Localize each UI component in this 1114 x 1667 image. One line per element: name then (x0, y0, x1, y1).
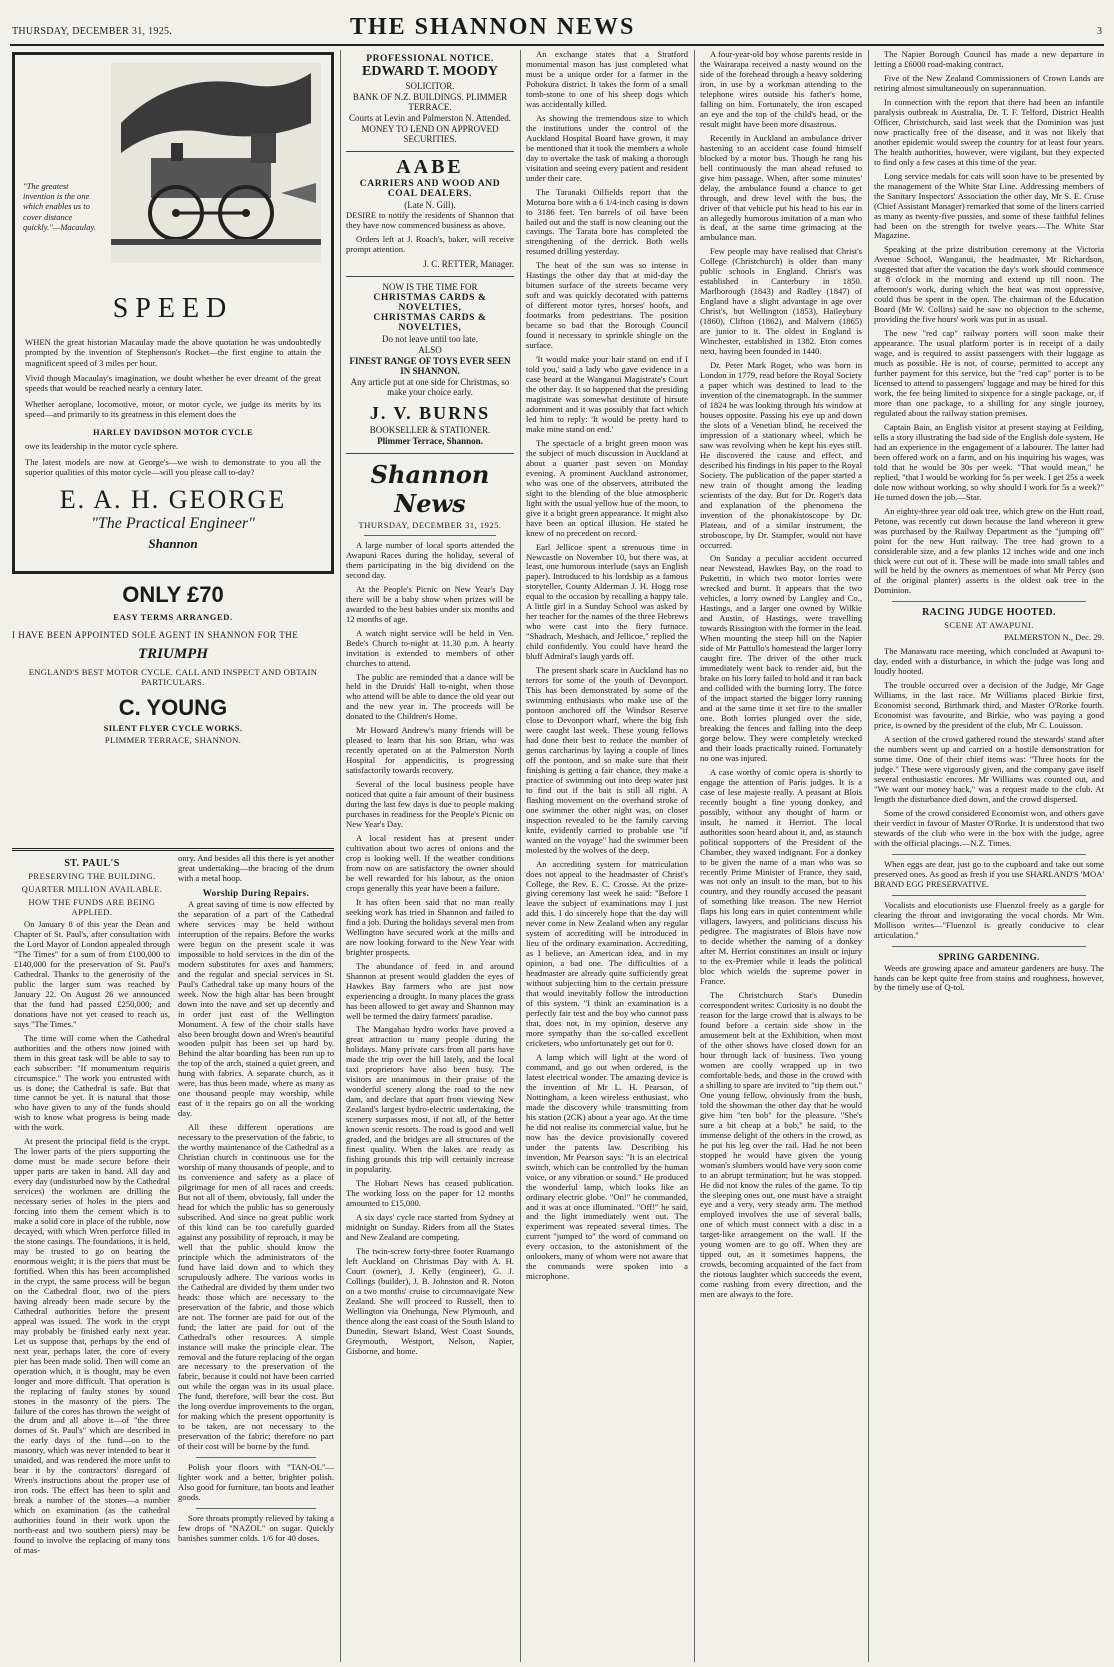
news-item: Captain Bain, an English visitor at present staying at Feilding, tells a story illustrating the bad side of the English dole system. He had an experience in the engagement of a labourer. The latter had been offered work on a farm, and on his inquiring his wages, was told that he would be 30s per week. "That would mean," he replied, "that I would be working for 5s per week. I get 25s a week dole now without working, so why should I work for 5s a week?" He turned down the job.—Star. (874, 421, 1104, 502)
article-paragraph: All these different operations are necessary to the preservation of the fabric, to the worthy maintenance of the Cathedral as a Christian church in continuous use for the worship of many thousands of people, and to its convenience and safety as a place of pilgrimage for men of all races and creeds. But not all of them, obviously, fall under the head for which the public has so generously subscribed. And since no great public work of this kind can be too carefully guarded against any possibility of reproach, it may be well that the public should know the principle which the administrators of the fund have laid down and to which they scrupulously adhere. The various works in the Cathedral are divided by them under two heads: those which are necessary to the preservation of the fabric, and those which are not. The former are paid for out of the fund; the latter are paid for out of the Cathedral's other resources. A simple instance will make the principle clear. The removal and the future replacing of the organ are necessary to the preservation of the fabric, because it could not have been carried out while the organ was in its usual place. The fund, therefore, will bear the cost. But the long overdue improvements to the organ, for making which the present opportunity is to be taken, are not necessary to the preservation of the fabric; therefore no part of their cost will be borne by the fund. (178, 1122, 334, 1452)
article-paragraph: A section of the crowd gathered round the stewards' stand after the numbers went up and carried on a hostile demonstration for some time. One of their chief items was: "Three hoots for the judge." These were vigorously given, and the company gave itself several enthusiastic encores. Mr Williams was counted out, and "We want our money back," was a request made to the club. At length the disturbance died down, and the crowd dispersed. (874, 734, 1104, 804)
dealer-works: SILENT FLYER CYCLE WORKS. (103, 723, 243, 733)
harley-davidson-advert (12, 52, 334, 574)
burns-trade: BOOKSELLER & STATIONER. (369, 424, 491, 435)
triumph-advert (12, 582, 334, 745)
page-number: 3 (1097, 26, 1102, 37)
solicitor-title: SOLICITOR. (405, 81, 455, 91)
news-item: The spectacle of a bright green moon was the subject of much discussion in Auckland at about a quarter past seven on Monday evening. A prominent Auckland astronomer, who was one of the observers, attributed the sight to the blending of the blue atmospheric light with the usual yellow hue of the moon, to give it a bright green appearance. It might also have been an optical illusion. He stated he knew of no precedent on record. (526, 437, 688, 538)
burns-xmas: CHRISTMAS CARDS & NOVELTIES, (373, 292, 487, 313)
news-item: On Sunday a peculiar accident occurred near Newstead, Hawkes Bay, on the road to Pukettiti, in which two motor lorries were wrecked and burnt. It appears that the two vehicles, a lorry owned by Langley and Co., Hastings, and a larger one owned by Wilkie and Austin, of Hastings, were travelling towards Rissington with the former in the lead. When mounting the steep hill on the Napier side of Mr Pattullo's homestead the larger lorry caught fire. The driver of the other truck immediately went back to render aid, but the brake on his lorry failed to hold and it ran back and collided with the burning lorry. The force of the impact started the bigger lorry running and at the same time it set fire to the smaller one. Both lorries plunged over the side, breaking the fences and falling into the deep gorge below. They were completely wrecked and their loads practically ruined. Fortunately no one was injured. (700, 553, 862, 763)
divider (892, 946, 1086, 947)
advertiser-name: E. A. H. GEORGE (59, 485, 287, 515)
small-advert: When eggs are dear, just go to the cupboard and take out some preserved ones. As good as fresh if you use SHARLAND'S 'MOA' BRAND EGG PRESERVATIVE. (874, 858, 1104, 889)
burns-advert (346, 277, 514, 454)
locomotive-illustration (111, 63, 321, 263)
editorial-nameplate: Shannon News (370, 459, 490, 518)
news-item: Several of the local business people have noticed that quite a fair amount of their business during the last few days is due to people making purchases in readiness for the People's Picnic on New Year's Day. (346, 779, 514, 830)
speed-paragraph: Whether aeroplane, locomotive, motor, or motor cycle, we judge its merits by its speed—and primarily to its greatness in this element does the (25, 398, 321, 419)
aabe-advert (346, 152, 514, 277)
news-item: A four-year-old boy whose parents reside in the Wairarapa received a nasty wound on the side of the forehead through a heavy soldering iron, in use by a workman attending to the telephone wires outside his father's home, falling on him. Fortunately, the iron escaped an eye and the top of the child's head, or the result might have been more disastrous. (700, 50, 862, 129)
divider (892, 854, 1086, 855)
news-column-5 (700, 50, 862, 1662)
burns-put: Any article put at one side for Christmas, so make your choice early. (350, 376, 510, 397)
burns-also: ALSO (418, 344, 442, 355)
article-paragraph: The trouble occurred over a decision of the Judge, Mr Gage Williams, in the last race. Mr Williams placed Birkie first, Economist second, Birthmark third, and Master O'Rorke fourth. Economist was favourite, and Birkie, who was paying a good price, is owned by the president of the club, Mr C. Louisson. (874, 680, 1104, 731)
masthead (10, 4, 1104, 42)
advertiser-tagline: "The Practical Engineer" (91, 515, 255, 533)
section-heading: Worship During Repairs. (202, 887, 310, 898)
small-advert: Sore throats promptly relieved by taking a few drops of "NAZOL" on sugar. Quickly banishes summer colds. 1/6 for 40 doses. (178, 1513, 334, 1543)
st-pauls-column-2 (178, 854, 334, 1662)
st-pauls-column-1 (14, 854, 170, 1662)
news-item: Recently in Auckland an ambulance driver hastening to an accident case found himself blocked by a motor bus. Though he rang his bell continuously the man ahead refused to give him passage. When, after some minutes' delay, the ambulance found a chance to get through, and drew level with the bus, the driver of that vehicle put his head to his ear in an allegedly humorous imitation of a man who is deaf, at the same time grimacing at the ambulance man. (700, 132, 862, 243)
news-item: A lamp which will light at the word of command, and go out when ordered, is the latest electrical wonder. The amazing device is the invention of Mr L. H. Pearson, of Nottingham, a keen wireless enthusiast, who made the discovery while transmitting from his station (2CK) about a year ago. At the time he did not realise its commercial value, but he now has the device provisionally covered under the patents law. Describing his invention, Mr Pearson says: "It is an electrical switch, which can be controlled by the human voice, or any vibration or sound." He produced the wonderful lamp, which looks like an ordinary electric globe. "On!" he commanded, and it was at once illuminated. "Off!" he said, and the light immediately went out. The experiment was repeated several times. The current "jumped to" the word of command on every occasion, to the astonishment of the onlookers, many of whom were not aware that the commands were spoken into a microphone. (526, 1051, 688, 1282)
column-divider (340, 50, 341, 1662)
column-divider (694, 50, 695, 1662)
small-advert: Vocalists and elocutionists use Fluenzol freely as a gargle for clearing the throat and invigorating the vocal chords. Mr Wm. Mollison writes—"Fluenzol is greatly conducive to clear articulation." (874, 899, 1104, 940)
notice-heading: PROFESSIONAL NOTICE. (366, 54, 494, 64)
article-paragraph: The Manawatu race meeting, which concluded at Awapuni to-day, ended with a disturbance, in which the judge was long and loudly hooted. (874, 646, 1104, 677)
news-item: A local resident has at present under cultivation about two acres of onions and the crop is looking well. If the weather conditions from now on are satisfactory the owner should be well rewarded for his labour, as the onion crops generally this year have been a failure. (346, 833, 514, 893)
article-paragraph: onry. And besides all this there is yet another great undertaking—the bracing of the drum with a metal hoop. (178, 854, 334, 883)
news-item: A watch night service will be held in Ven. Bede's Church to-night at 11.30 p.m. A hearty invitation is extended to members of other churches to attend. (346, 627, 514, 668)
news-item: Speaking at the prize distribution ceremony at the Victoria Avenue School, Wanganui, the headmaster, Mr Richardson, suggested that after the vacation the day's work should commence at 8 o'clock in the morning and extend up till noon. The afternoon's work, during which the heat was most oppressive, could thus be spent in the open. The chairman of the Education Board (Mr W. Collins) said he saw no objection to the scheme, providing the five hours' work was put in as usual. (874, 244, 1104, 325)
news-item: An accrediting system for matriculation does not appeal to the headmaster of Christ's College, the Rev. E. C. Crosse. At the prize-giving ceremony last week he said: "Before I leave the subject of examinations may I just add this. I do sincerely hope that the day will never come in New Zealand when any regular system of accrediting will be introduced in lieu of the ordinary examination. Accrediting, as I believe, an American idea, and in my opinion, a bad one. The difficulties of a headmaster are already quite sufficiently great without subjecting him to the certain pressure that would inevitably follow the introduction of this system. "I think an examination is a perfectly fair test and the boy who cannot pass that, does not, in my opinion, deserve any more sympathy than the so-called excellent cricketers, who unfortunately get out for 0. (526, 858, 688, 1048)
news-column-6 (874, 50, 1104, 1662)
news-item: A large number of local sports attended the Awapuni Races during the holiday, several of them participating in the big dividend on the second day. (346, 539, 514, 580)
divider (196, 1508, 316, 1509)
divider (892, 601, 1086, 602)
solicitor-name: EDWARD T. MOODY (362, 64, 498, 79)
news-item: The abundance of feed in and around Shannon at present would gladden the eyes of Hawkes Bay farmers who are just now experiencing a drought. In many places the grass has been allowed to get away and Shannon may well be termed the dairy farmers' paradise. (346, 960, 514, 1021)
divider (196, 1457, 316, 1458)
burns-address: Plimmer Terrace, Shannon. (377, 435, 483, 446)
news-item: In connection with the report that there had been an infantile paralysis outbreak in Australia, Dr. T. F. Telford, District Health Officer, Christchurch, said last week that the Dominion was just now practically free of the disease, and it was not likely that another epidemic would sweep the country for at least four years. The health authorities, however, were vigilant, but they expected to find only a few cases at this time of the year. (874, 96, 1104, 167)
speed-paragraph: The latest models are now at George's—we wish to demonstrate to you all the superior qualities of this motor cycle—will you please call to-day? (25, 456, 321, 477)
harley-heading: HARLEY DAVIDSON MOTOR CYCLE (92, 427, 254, 438)
divider (364, 535, 496, 536)
aabe-manager: J. C. RETTER, Manager. (423, 258, 514, 269)
speed-paragraph: owe its leadership in the motor cycle sphere. (25, 441, 179, 452)
solicitor-money: MONEY TO LEND ON APPROVED SECURITIES. (361, 124, 499, 144)
local-news-column (346, 50, 514, 1662)
article-title: ST. PAUL'S (64, 858, 120, 869)
brand-tagline: ENGLAND'S BEST MOTOR CYCLE. CALL AND INSPECT AND OBTAIN PARTICULARS. (28, 667, 318, 687)
aabe-trade: CARRIERS AND WOOD AND COAL DEALERS. (359, 179, 501, 199)
aabe-late: (Late N. Gill). (404, 200, 456, 210)
speed-paragraph: WHEN the great historian Macaulay made the above quotation he was undoubtedly prompted by the invention of Stephenson's Rocket—the first engine to attain the magnificent speed of 3 miles per hour. (25, 337, 321, 368)
article-paragraph: Weeds are growing apace and amateur gardeners are busy. The hands can be kept quite free from stains and roughness, however, by the timely use of Q-tol. (874, 962, 1104, 993)
article-paragraph: A great saving of time is now effected by the separation of a part of the Cathedral where services may be held without interruption of the repairs. Before the works were begun on the present scale it was impossible to hold services in the din of the modern substitutes for axes and hammers; and the regular and special services in St. Paul's Cathedral take up many hours of the week. Now the high altar has been brought down into the nave and set up decently and in order just east of the Wellington Monument. A few of the choir stalls have also been brought down and Wren's beautiful wooden pulpit has been set up hard by. Behind the altar boarding has been run up to the top of the arch, stained a quiet green, and hung with fabrics. A separate church, as it were, has thus been made, where as many as one thousand people may worship, while east of it the repairs go on all the working day. (178, 898, 334, 1119)
solicitor-address: BANK OF N.Z. BUILDINGS. PLIMMER TERRACE. (352, 92, 508, 112)
aabe-name: AABE (396, 156, 464, 178)
news-item: Mr Howard Andrew's many friends will be pleased to learn that his son Brian, who was recently operated on at the Palmerston North Hospital for appendicitis, is progressing satisfactorily towards recovery. (346, 725, 514, 776)
article-paragraph: The time will come when the Cathedral authorities and the others now joined with them in this great task will be able to say to each subscriber: "If monumentum requiris circumspice." The work you entrusted with us is done; the Cathedral is safe. But that time cannot be yet. It is natural that those who have given to any of the funds should wish to know what progress is being made with the work. (14, 1032, 170, 1133)
article-paragraph: Some of the crowd considered Economist won, and others gave their verdict in favour of Master O'Rorke. It is understood that two stewards of the club who were in the box with the judge, agree with the official placings.—N.Z. Times. (874, 807, 1104, 848)
news-item: As showing the tremendous size to which the institutions under the control of the Auckland Hospital Board have grown, it may be mentioned that it took the members a whole day to overtake the task of making a thorough visitation and seeing every patient and resident under their care. (526, 112, 688, 183)
solicitor-courts: Courts at Levin and Palmerston N. Attended. (349, 113, 511, 123)
news-item: The Christchurch Star's Dunedin correspondent writes: Curiosity is no doubt the reason for the large crowd that is always to be found before a certain side show in the amusement belt at the Exhibition, when most of the other shows have closed down for an hour through lack of business. Two young women are coolly wrapped up in two comfortable beds, and those in the crowd with a shilling to spare are invited to "tip them out." One young fellow, obviously from the bush, told the showman the other day that he would give him "ten bob" for the pleasure. "She's sure a bit cheap at a bob," he said, to the immense delight of the others in the crowd, as he put his leg over the rail. Had he not been stopped he would have given the young woman's slumbers would have very soon come to an abrupt termination; but he was stopped. He did not know the rules of the game. To tip the sleeping ones out, one must have a straight eye and a very, very steady arm. The method employed involves the use of several balls, one of which must connect with a disc in a target-like arrangement on the wall. If the young women are to go off. When they are tipped out, as it sometimes happens, the crowds, becoming acquainted of the fact from the riotous laughter which succeeds the event, come rushing from every direction, and the men are always to the fore. (700, 990, 862, 1300)
news-column-4 (526, 50, 688, 1662)
news-item: Long service medals for cats will soon have to be presented by the management of the White Star Line. Addressing members of the Sanitary Inspectors' Association the other day, Mr S. E. Cruse (Chief Assistant Manager) remarked that some of the liners carried as many as twenty-five pussies, and some of these faithful felines had been on the strength for twelve years.—The White Star Magazine. (874, 170, 1104, 241)
news-item: The heat of the sun was so intense in Hastings the other day that at mid-day the bitumen surface of the streets became very soft and was quickly decorated with patterns of different motor tyres, horses' hoofs, and footmarks from pedestrians. The position became so bad that the Borough Council found it necessary to sprinkle shingle on the surface. (526, 260, 688, 351)
burns-xmas: CHRISTMAS CARDS & NOVELTIES, (373, 312, 487, 333)
news-item: The public are reminded that a dance will be held in the Druids' Hall to-night, when those who attend will be able to dance the old year out and the new year in. The proceeds will be donated to the Children's Home. (346, 671, 514, 722)
news-item: It has often been said that no man really seeking work has tried in Shannon and failed to find a job. During the holidays several men from Wellington have secured work at the mills and are now looking forward to the New Year with brighter prospects. (346, 896, 514, 957)
burns-leave: Do not leave until too late. (382, 333, 478, 344)
burns-name: J. V. BURNS (369, 402, 491, 423)
issue-date: THURSDAY, DECEMBER 31, 1925. (12, 26, 173, 37)
masthead-rule (10, 44, 1104, 46)
moody-advert (346, 50, 514, 152)
divider (892, 895, 1086, 896)
macaulay-quote: "The greatest invention is the one which enables us to cover distance quickly."—Macaulay. (23, 181, 96, 232)
aabe-notice: DESIRE to notify the residents of Shannon that they have now commenced business as above. (346, 210, 514, 230)
price-headline: ONLY £70 (122, 582, 224, 607)
article-paragraph: At present the principal field is the crypt. The lower parts of the piers supporting the dome must be made secure before their upper parts are taken in hand. All day and every day (undisturbed now by the Cathedral services) the workmen are drilling the necessary series of holes in the piers and forcing into them the cement which is to make a solid core in place of the rubble, now decayed, with which Wren perforce filled in the stone casings. The foundations, it is held, may be trusted to go on bearing the enormous weight; it is the piers that must be fortified. When this has been accomplished in the crypt, the same process will be begun on the Cathedral floor, two of the piers having already been made secure by the Cathedral authorities before the present appeal was issued. The work in the crypt may probably be finished early next year. Let us suppose that, perhaps by the end of next year, perhaps later, the core of every pier has been made solid. Then will come an operation which, it is thought, may be even longer and more difficult. That operation is the replacing of faulty stones by sound stones in the masonry of the piers. The failure of the cores has thrown the weight of the drum and all above it—of "the three domes of St. Paul's" which are described in the early days of the fund—on to the masonry, which was never intended to bear it unaided, and was rendered the more unfit to bear it by the contractors' disregard of Wren's instructions about the proper use of iron rods. The effect has been to split and break a number of the stones—a number which on examination (as the cathedral authorities found in their work upon the north-east and two southern piers) may be found to involve the replacing of many tons of mas- (14, 1136, 170, 1556)
article-subtitle: PRESERVING THE BUILDING. (28, 871, 156, 881)
aabe-orders: Orders left at J. Roach's, baker, will receive prompt attention. (346, 233, 514, 254)
speed-headline: SPEED (112, 293, 234, 324)
burns-now: NOW IS THE TIME FOR (382, 281, 478, 292)
burns-toys: FINEST RANGE OF TOYS EVER SEEN IN SHANNON. (349, 355, 511, 376)
news-item: The twin-screw forty-three footer Ruamango left Auckland on Christmas Day with A. H. Court (owner), J. Kelly (engineer), G. J. Collings (builder), J. B. Johnston and R. Noton on a two months' cruise to circumnavigate New Zealand. She will proceed to Russell, then to Wellington via Onehunga, New Plymouth, and thence along the east coast of the South Island to Dunedin, Stewart Island, West Coast Sounds, Greymouth, Westport, Nelson, Napier, Gisborne, and home. (346, 1245, 514, 1356)
news-item: Dr. Peter Mark Roget, who was born in London in 1779, read before the Royal Society a paper which was destined to lead to the invention of the cinematograph. In the summer of 1824 he was looking through his window at houses opposite. Passing his eye up and down the slots of a Venetian blind, he received the impression of a stationary wheel, which he saw was revolving when he kept his eyes still. He discovered the cause and effect, and described his findings in his paper to the Royal Society. The publication of the paper started a new train of thought among the leading scientists of the day. But for Dr. Roget's data and explanation of the phenomena the invention of the phonakistoscope by Dr. Plateau, and of a similar instrument, the stroboscope, by Dr. Stampfer, would not have occurred. (700, 360, 862, 550)
newspaper-title: THE SHANNON NEWS (350, 14, 636, 40)
news-item: The Hobart News has ceased publication. The working loss on the paper for 12 months amounted to £15,000. (346, 1178, 514, 1208)
news-item: The new "red cap" railway porters will soon make their appearance. The usual platform porter is in receipt of a daily wage, and is required to assist passengers with their luggage as much as possible. He is not, of course, permitted to accept any further payment for this service, but the "red cap" porter is to be licensed to attend to passengers' luggage and may be hired for this work, the fee being limited to sixpence for a single package, or, if more than one package, to a shilling for any single journey, regulated about the railway station premises. (874, 328, 1104, 418)
advertiser-town: Shannon (148, 536, 198, 552)
news-item: The Mangahao hydro works have proved a great attraction to many people during the holidays. Many private cars from all parts have made the trip over the hill lately, and the local taxi proprietors have also been busy. The visitors are unanimous in their praise of the wonderful scenery along the road to the new dam, and declare that apart from viewing New Zealand's largest hydro-electric undertaking, the scenery surpasses most, if not all, of the better known scenic resorts. The road is good and well graded, and the bridges are all structures of the finest quality. When the lakes are ready as fishing grounds this trip will certainly increase in popularity. (346, 1024, 514, 1175)
brand-name: TRIUMPH (137, 646, 208, 662)
section-rule (12, 848, 334, 851)
news-item: The Napier Borough Council has made a new departure in letting a £6000 road-making contract. (874, 50, 1104, 69)
article-subtitle: HOW THE FUNDS ARE BEING APPLIED. (28, 897, 156, 917)
dealer-name: C. YOUNG (118, 695, 228, 720)
agent-line: I HAVE BEEN APPOINTED SOLE AGENT IN SHANNON FOR THE (12, 630, 299, 640)
small-advert: Polish your floors with "TAN-OL"—lighter work and a better, brighter polish. Also good for furniture, tan boots and leather goods. (178, 1462, 334, 1503)
article-paragraph: On January 8 of this year the Dean and Chapter of St. Paul's, after consultation with the Lord Mayor of London appealed through "The Times" for a sum of from £100,000 to £140,000 for the preservation of St. Paul's Cathedral. Thanks to the generosity of the public the larger sum was reached by January 22. On August 26 we announced that the fund had passed £250,000; and donations have not yet ceased to reach us, says "The Times." (14, 919, 170, 1029)
news-item: At the People's Picnic on New Year's Day there will be a baby show when prizes will be awarded to the best babies under six months and 12 months of age. (346, 583, 514, 624)
news-item: Five of the New Zealand Commissioners of Crown Lands are retiring almost simultaneously on superannuation. (874, 72, 1104, 93)
article-title: SPRING GARDENING. (938, 951, 1040, 962)
speed-paragraph: Vivid though Macaulay's imagination, we doubt whether he ever dreamt of the great speeds that would be reached nearly a century later. (25, 372, 321, 394)
article-subtitle: SCENE AT AWAPUNI. (944, 620, 1034, 631)
news-item: An exchange states that a Stratford monumental mason has just completed what must be a unique order for a farmer in the Pohokura district. It takes the form of a small tomb-stone to one of his sheep dogs which was accidentally killed. (526, 50, 688, 109)
column-divider (520, 50, 521, 1662)
news-item: Few people may have realised that Christ's College (Christchurch) is older than many public schools in England. Christ's was established in Canterbury in 1850. Marlborough (1843) and Radley (1847) of England have a slight advantage in age over Christ's, but Wellington (1853), Haileybury (1860), Clifton (1862), and Malvern (1865) are junior to it. The oldest in England is Winchester, established in 1382. Eton comes next, having been founded in 1440. (700, 246, 862, 357)
dealer-address: PLIMMER TERRACE, SHANNON. (104, 735, 242, 745)
news-item: A six days' cycle race started from Sydney at midnight on Sunday. Riders from all the States and New Zealand are competing. (346, 1211, 514, 1242)
article-subtitle: QUARTER MILLION AVAILABLE. (21, 884, 163, 894)
news-item: The present shark scare in Auckland has no terrors for some of the youth of Devonport. This has been demonstrated by some of the swimming enthusiasts who make use of the pontoon anchored off the Windsor Reserve close to Devonport wharf, where the big fish were caught last week. These young fellows had done their best to reduce the number of genus carcharinus by laying a couple of lines off the pontoon, and so make sure that their finishing is getting a fair chance, they make a practice of swimming out into deep water just to find out if the bait is still all right. A flashing movement on the overhand stroke of one swimmer the other night was, on closer inspection revealed to be the family carving knife, evidently carried to probable use "if wanted on the voyage" had the swimmer been molested by the wolves of the deep. (526, 665, 688, 855)
news-item: Earl Jellicoe spent a strenuous time in Newcastle on November 10, but there was, at least, one humorous interlude (says an English paper). Introduced to his lordship as a famous storyteller, County Alderman J. H. Hogg rose equal to the occasion by recalling a happy tale. A little girl in a Sunday School was asked by her teacher for the names of the three Hebrews who were cast into the fiery furnace. "Shadrach, Meshach, and Jellicoe," replied the child confidently. You could have heard the bluff Admiral's laugh yards off. (526, 541, 688, 662)
news-item: The Taranaki Oilfields report that the Moturoa bore with a 6 1/4-inch casing is down to 3186 feet. Ten barrels of oil have been bailed out and the staff is now cleaning out the cavings. The Tarata bore has completed the strengthening of the derrick. Both wells resumed drilling yesterday. (526, 186, 688, 257)
news-item: An eighty-three year old oak tree, which grew on the Hutt road, Petone, was recently cut down because the land whereon it grew was purchased by the Railway Department as the "jumping off" point for the new Hutt railway. The tree had grown to a considerable size, and a few planks 12 inches wide and one inch thick were cut out of it. These will be made into small tables and will be held by the owners as mementoes of what Mr Percy (son of the original planter) asserts is the oldest oak tree in the Dominion. (874, 505, 1104, 596)
news-item: A case worthy of comic opera is shortly to engage the attention of Paris judges. It is a case of lese majeste really. A peasant at Blois recently bought a fine young donkey, and possibly, without any thought of harm or insult, he named it Herriot. The local authorities soon heard about it, and, as staunch political supporters of the President of the Chamber, they waxed indignant. For a donkey to be given the name of a man who was so recently Prime Minister of France, they said, was not only an insult to the man, but to his country, and they roundly accused the peasant of something like treason. The new Herriot flaps his long ears in quiet contentment while villagers, lawyers, and politicians discuss his pedigree. The magistrates of Blois have now to decide whether the naming of a donkey after M. Herriot constitutes an insult or injury to the ex-Premier while it leads the political bloc which wields the supreme power in France. (700, 766, 862, 987)
editorial-date: THURSDAY, DECEMBER 31, 1925. (358, 519, 502, 530)
news-item: 'It would make your hair stand on end if I told you,' said a lady who gave evidence in a case heard at the Wanganui Magistrate's Court the other day. It so happened that the presiding magistrate was somewhat destitute of hirsute adornment and it was possibly that fact which led him to reply: 'It would be pretty hard to make mine stand on end.' (526, 354, 688, 434)
terms-line: EASY TERMS ARRANGED. (113, 612, 233, 622)
article-title: RACING JUDGE HOOTED. (922, 607, 1056, 619)
column-divider (868, 50, 869, 1662)
dateline: PALMERSTON N., Dec. 29. (1003, 632, 1104, 643)
